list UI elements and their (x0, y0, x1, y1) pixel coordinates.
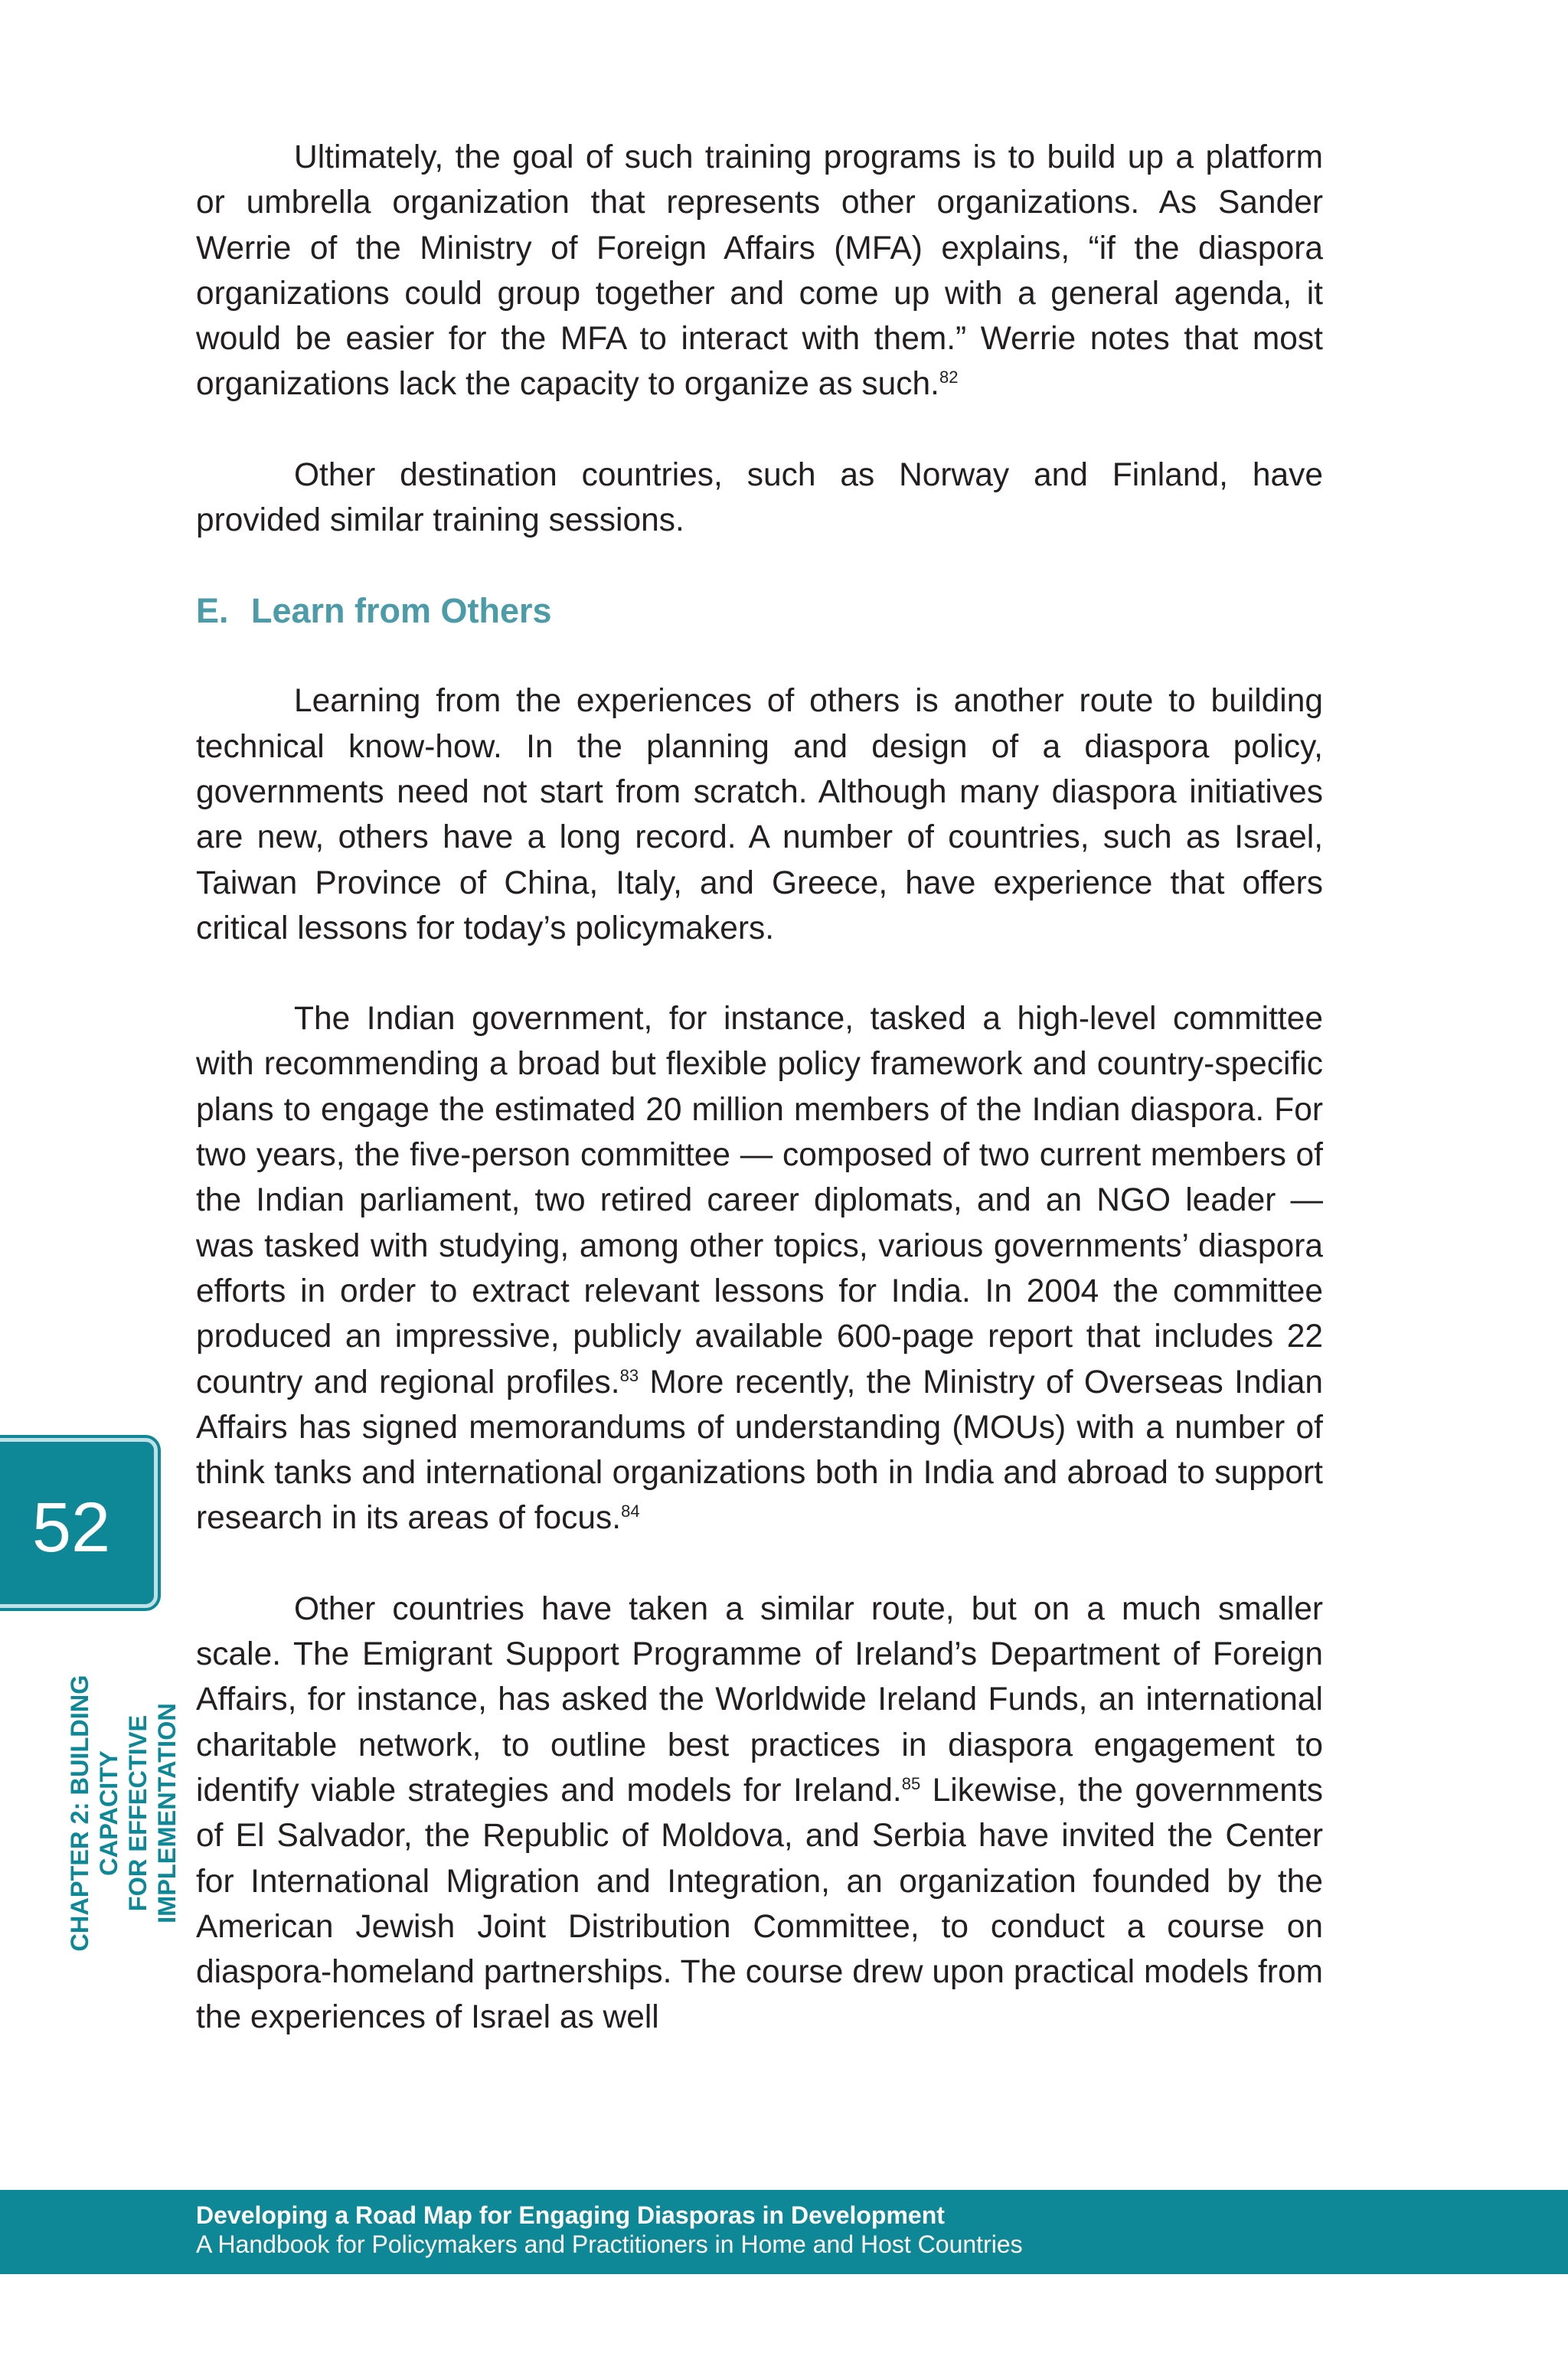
paragraph-gap (196, 1541, 1323, 1587)
paragraph-text: Other destination countries, such as Norway and Finland, have provided similar training sessions. (196, 456, 1323, 539)
chapter-label (65, 1623, 181, 2003)
paragraph-indian-government (196, 996, 1323, 1541)
paragraph-training-goal (196, 135, 1323, 407)
paragraph-gap (196, 407, 1323, 453)
footnote-ref-82[interactable]: 82 (939, 368, 959, 387)
paragraph-gap (196, 951, 1323, 996)
footnote-ref-83[interactable]: 83 (619, 1365, 639, 1385)
paragraph-text: More recently, the Ministry of Overseas Indian Affairs has signed memorandums of understanding (MOUs) with a number of think tanks and international organizations both in India and abroad to support research in its areas of focus. (196, 1364, 1323, 1537)
paragraph-text: Learning from the experiences of others is another route to building technical know-how. In the planning and design of a diaspora policy, governments need not start from scratch. Although many diaspora initiatives are new, others have a long record. A number of countries, such as Israel, Taiwan Province of China, Italy, and Greece, have experience that offers critical lessons for today’s policymakers. (196, 683, 1323, 946)
footer-subtitle: A Handbook for Policymakers and Practitioners in Home and Host Countries (196, 2230, 1023, 2258)
paragraph-other-destinations (196, 453, 1323, 544)
chapter-label-line: FOR EFFECTIVE IMPLEMENTATION (124, 1703, 181, 1923)
footnote-ref-84[interactable]: 84 (621, 1502, 640, 1521)
footnote-ref-85[interactable]: 85 (901, 1773, 921, 1793)
paragraph-text: Other countries have taken a similar route, but on a much smaller scale. The Emigrant Support Programme of Ireland’s Department of Foreign Affairs, for instance, has asked the Worldwide Ireland Funds, an international charitable network, to outline best practices in diaspora engagement to identify viable strategies and models for Ireland. (196, 1590, 1323, 1809)
page-body (196, 135, 1323, 2041)
paragraph-text: Ultimately, the goal of such training programs is to build up a platform or umbrella organization that represents other organizations. As Sander Werrie of the Ministry of Foreign Affairs (MFA) explains, “if the diaspora organizations could group together and come up with a general agenda, it would be easier for the MFA to interact with them.” Werrie notes that most organizations lack the capacity to organize as such. (196, 139, 1323, 403)
paragraph-text: The Indian government, for instance, tasked a high-level committee with recommending a broad but flexible policy framework and country-specific plans to engage the estimated 20 million members of the Indian diaspora. For two years, the five-person committee — composed of two current members of the Indian parliament, two retired career diplomats, and an NGO leader — was tasked with studying, among other topics, various governments’ diaspora efforts in order to extract relevant lessons for India. In 2004 the committee produced an impressive, publicly available 600-page report that includes 22 country and regional profiles. (196, 1001, 1323, 1400)
footer-title: Developing a Road Map for Engaging Diasporas in Development (196, 2201, 945, 2229)
paragraph-gap (196, 543, 1323, 588)
paragraph-text: Likewise, the governments of El Salvador, the Republic of Moldova, and Serbia have invited the Center for International Migration and Integration, an organization founded by the American Jewish Joint Distribution Committee, to conduct a course on diaspora-homeland partnerships. The course drew upon practical models from the experiences of Israel as well (196, 1772, 1324, 2036)
paragraph-learning (196, 678, 1323, 951)
paragraph-other-countries (196, 1587, 1323, 2041)
page-number: 52 (31, 1489, 111, 1567)
section-heading (196, 588, 1323, 678)
section-title: Learn from Others (251, 591, 552, 631)
section-letter: E. (196, 591, 229, 631)
chapter-label-line: CHAPTER 2: BUILDING CAPACITY (66, 1675, 122, 1952)
